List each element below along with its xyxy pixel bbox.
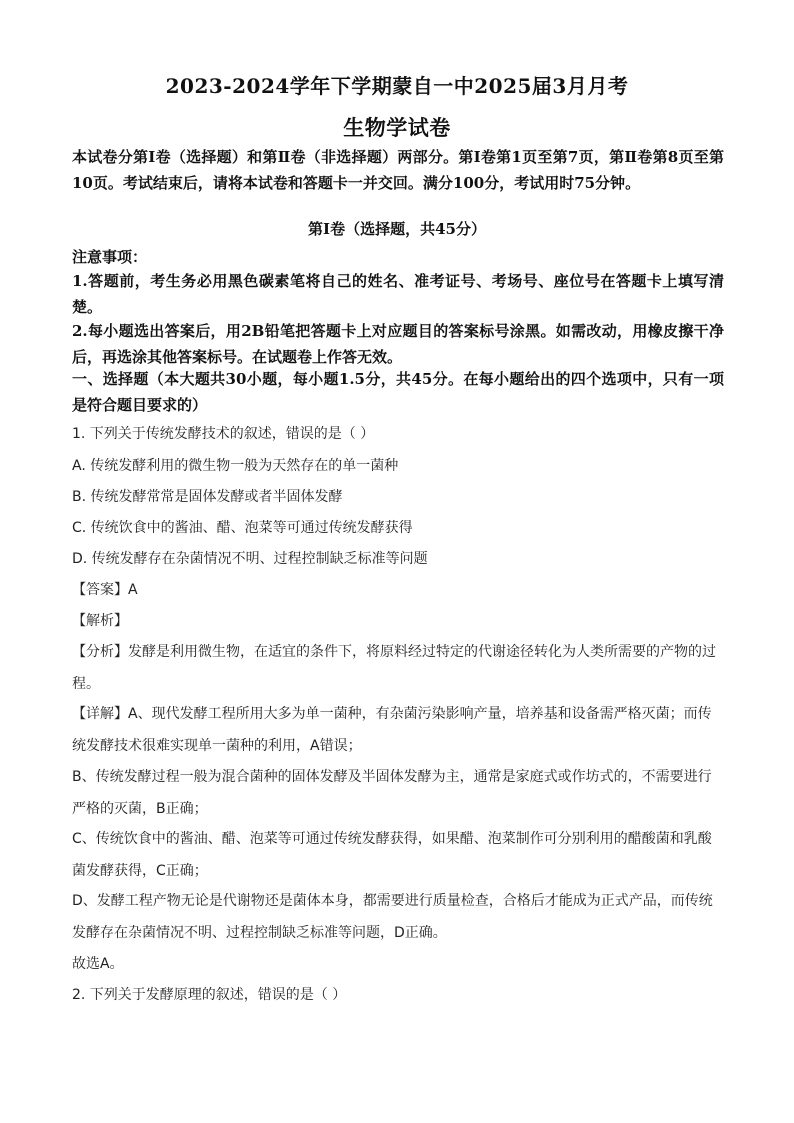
detail-b: B、传统发酵过程一般为混合菌种的固体发酵及半固体发酵为主，通常是家庭式或作坊式的，不需要进行严格的灭菌，B正确；: [72, 769, 712, 817]
section-heading: 一、选择题（本大题共30小题，每小题1.5分，共45分。在每小题给出的四个选项中，只有一项是符合题目要求的）: [72, 370, 724, 414]
detail-c: C、传统饮食中的酱油、醋、泡菜等可通过传统发酵获得，如果醋、泡菜制作可分别利用的醋酸菌和乳酸菌发酵获得，C正确；: [72, 831, 712, 879]
question-1-option-d: D. 传统发酵存在杂菌情况不明、过程控制缺乏标准等问题: [72, 551, 428, 567]
notice-item-1: 1.答题前，考生务必用黑色碳素笔将自己的姓名、准考证号、考场号、座位号在答题卡上填写清楚。: [72, 272, 724, 316]
answer-label: 【答案】A: [72, 582, 138, 598]
analysis-text: 【分析】发酵是利用微生物，在适宜的条件下，将原料经过特定的代谢途径转化为人类所需要的产物的过程。: [72, 644, 716, 692]
notice-item-2: 2.每小题选出答案后，用2B铅笔把答题卡上对应题目的答案标号涂黑。如需改动，用橡皮擦干净后，再选涂其他答案标号。在试题卷上作答无效。: [72, 322, 724, 366]
notice-title: 注意事项：: [72, 248, 148, 266]
conclusion: 故选A。: [72, 956, 124, 972]
exam-title: 2023-2024学年下学期蒙自一中2025届3月月考: [165, 74, 629, 98]
detail-text: 【详解】A、现代发酵工程所用大多为单一菌种，有杂菌污染影响产量，培养基和设备需严格灭菌；而传统发酵技术很难实现单一菌种的利用，A错误；: [72, 706, 712, 754]
question-1-option-b: B. 传统发酵常常是固体发酵或者半固体发酵: [72, 489, 343, 505]
question-1-stem: 1. 下列关于传统发酵技术的叙述，错误的是（ ）: [72, 426, 375, 442]
exam-subtitle: 生物学试卷: [343, 115, 451, 140]
question-2-stem: 2. 下列关于发酵原理的叙述，错误的是（ ）: [72, 987, 347, 1003]
exam-intro: 本试卷分第Ⅰ卷（选择题）和第Ⅱ卷（非选择题）两部分。第Ⅰ卷第1页至第7页，第Ⅱ卷第8页至第10页。考试结束后，请将本试卷和答题卡一并交回。满分100分，考试用时75分钟。: [72, 148, 724, 192]
question-1-option-a: A. 传统发酵利用的微生物一般为天然存在的单一菌种: [72, 458, 399, 474]
jiexi-label: 【解析】: [72, 613, 128, 629]
section1-title: 第Ⅰ卷（选择题，共45分）: [308, 220, 486, 238]
question-1-option-c: C. 传统饮食中的酱油、醋、泡菜等可通过传统发酵获得: [72, 520, 413, 536]
detail-d: D、发酵工程产物无论是代谢物还是菌体本身，都需要进行质量检查，合格后才能成为正式产品，而传统发酵存在杂菌情况不明、过程控制缺乏标准等问题，D正确。: [72, 893, 713, 941]
